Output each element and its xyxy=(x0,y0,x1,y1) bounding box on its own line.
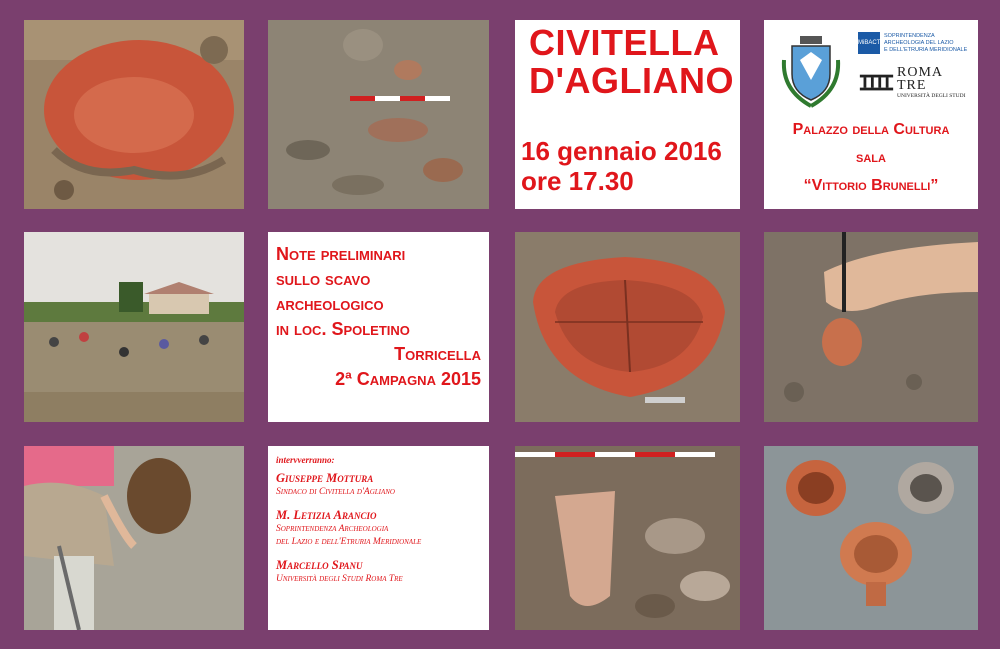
event-title xyxy=(529,24,734,100)
speaker-name: Giuseppe Mottura xyxy=(276,471,374,485)
event-title-panel xyxy=(515,20,740,209)
photo-hand-cleaning-lamp xyxy=(764,232,978,422)
photo-oil-lamps xyxy=(764,446,978,630)
speaker-role: Sindaco di Civitella d'Agliano xyxy=(276,487,395,497)
venue-text xyxy=(766,116,976,200)
talk-title-panel xyxy=(268,232,489,422)
event-datetime xyxy=(521,136,736,196)
event-date: 16 gennaio 2016 xyxy=(521,136,722,166)
talk-title xyxy=(276,242,481,392)
talk-line-6: 2ª Campagna 2015 xyxy=(335,369,481,389)
title-line-1: CIVITELLA xyxy=(529,22,720,63)
photo-woman-excavating xyxy=(24,446,244,630)
event-time: ore 17.30 xyxy=(521,166,634,196)
venue-room: “Vittorio Brunelli” xyxy=(803,177,939,194)
venue-building: Palazzo della Cultura xyxy=(792,121,950,138)
speaker-role-line-2: del Lazio e dell'Etruria Meridionale xyxy=(276,537,422,547)
speaker-item xyxy=(276,557,484,586)
talk-line-4: in loc. Spoletino xyxy=(276,319,410,339)
roma-tre-logo-icon: ROMA TRE UNIVERSITÀ DEGLI STUDI xyxy=(858,66,970,100)
venue-sala-label: sala xyxy=(856,149,886,166)
speaker-item xyxy=(276,507,484,549)
talk-line-3: archeologico xyxy=(276,294,384,314)
speaker-item xyxy=(276,470,484,499)
title-line-2: D'AGLIANO xyxy=(529,60,735,101)
mibact-logo-icon: MiBACT SOPRINTENDENZA ARCHEOLOGIA DEL LAZIO E DELL'ETRURIA MERIDIONALE xyxy=(858,32,968,53)
speakers-panel xyxy=(268,446,489,630)
photo-excavation-with-scale-bar xyxy=(268,20,489,209)
speaker-name: M. Letizia Arancio xyxy=(276,508,377,522)
speaker-role: Soprintendenza Archeologia xyxy=(276,524,389,534)
photo-excavation-site-workers xyxy=(24,232,244,422)
speakers-heading: intervverranno: xyxy=(276,455,335,465)
talk-line-1: Note preliminari xyxy=(276,244,406,264)
sponsor-logos xyxy=(774,30,970,112)
venue-panel xyxy=(764,20,978,209)
talk-line-2: sullo scavo xyxy=(276,269,371,289)
speaker-role: Università degli Studi Roma Tre xyxy=(276,574,403,584)
talk-line-5: Torricella xyxy=(394,344,481,364)
speakers-list xyxy=(276,454,484,594)
speaker-name: Marcello Spanu xyxy=(276,558,363,572)
photo-red-bowl-fragment xyxy=(515,232,740,422)
photo-amphora-fragments xyxy=(515,446,740,630)
photo-terracotta-plate-in-soil xyxy=(24,20,244,209)
